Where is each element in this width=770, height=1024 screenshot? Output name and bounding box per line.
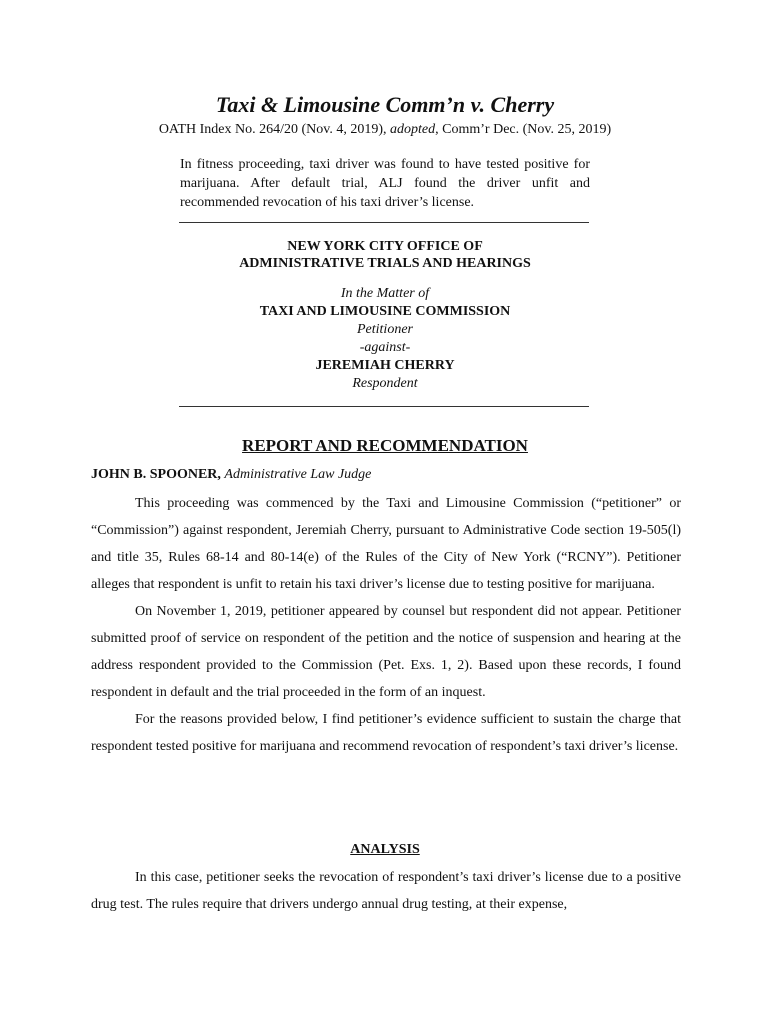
report-body (91, 490, 681, 760)
judge-title: Administrative Law Judge (224, 467, 372, 482)
in-the-matter: In the Matter of (340, 286, 430, 301)
analysis-heading: ANALYSIS (350, 842, 420, 857)
analysis-body (91, 864, 681, 918)
paragraph-2: On November 1, 2019, petitioner appeared by counsel but respondent did not appear. Petitioner submitted proof of service on respondent of the petition and the notice of suspension and hearing at the address respondent provided to the Commission (Pet. Exs. 1, 2). Based upon these records, I found respondent in default and the trial proceeded in the form of an inquest. (91, 604, 681, 700)
case-title: Taxi & Limousine Comm’n v. Cherry (215, 92, 555, 117)
case-citation (0, 122, 770, 138)
office-line-1: NEW YORK CITY OFFICE OF (287, 239, 483, 254)
caption-bottom-divider (179, 406, 589, 407)
against-label: -against- (359, 340, 411, 355)
judge-name: JOHN B. SPOONER, (91, 467, 221, 482)
office-line-2: ADMINISTRATIVE TRIALS AND HEARINGS (239, 256, 531, 271)
citation-index: OATH Index No. 264/20 (Nov. 4, 2019), (158, 122, 391, 137)
petitioner-name: TAXI AND LIMOUSINE COMMISSION (259, 304, 511, 319)
respondent-name: JEREMIAH CHERRY (315, 358, 455, 373)
case-caption (0, 285, 770, 393)
respondent-role: Respondent (352, 376, 418, 391)
office-name (0, 238, 770, 272)
citation-adopted: adopted (390, 122, 436, 137)
paragraph-1: This proceeding was commenced by the Taxi and Limousine Commission (“petitioner” or “Commission”) against respondent, Jeremiah Cherry, pursuant to Administrative Code section 19-505(l) and title 35, Rules 68-14 and 80-14(e) of the Rules of the City of New York (“RCNY”). Petitioner alleges that respondent is unfit to retain his taxi driver’s license due to testing positive for marijuana. (91, 496, 681, 592)
citation-decision: , Comm’r Dec. (Nov. 25, 2019) (435, 122, 612, 137)
analysis-paragraph: In this case, petitioner seeks the revocation of respondent’s taxi driver’s license due to a positive drug test. The rules require that drivers undergo annual drug testing, at their expense, (91, 870, 681, 912)
judge-line (91, 467, 371, 483)
case-summary: In fitness proceeding, taxi driver was found to have tested positive for marijuana. After default trial, ALJ found the driver unfit and recommended revocation of his taxi driver’s license. (180, 157, 590, 210)
report-heading: REPORT AND RECOMMENDATION (242, 436, 528, 455)
paragraph-3: For the reasons provided below, I find petitioner’s evidence sufficient to sustain the charge that respondent tested positive for marijuana and recommend revocation of respondent’s taxi driver’s license. (91, 712, 681, 754)
petitioner-role: Petitioner (357, 322, 413, 337)
caption-top-divider (179, 222, 589, 223)
